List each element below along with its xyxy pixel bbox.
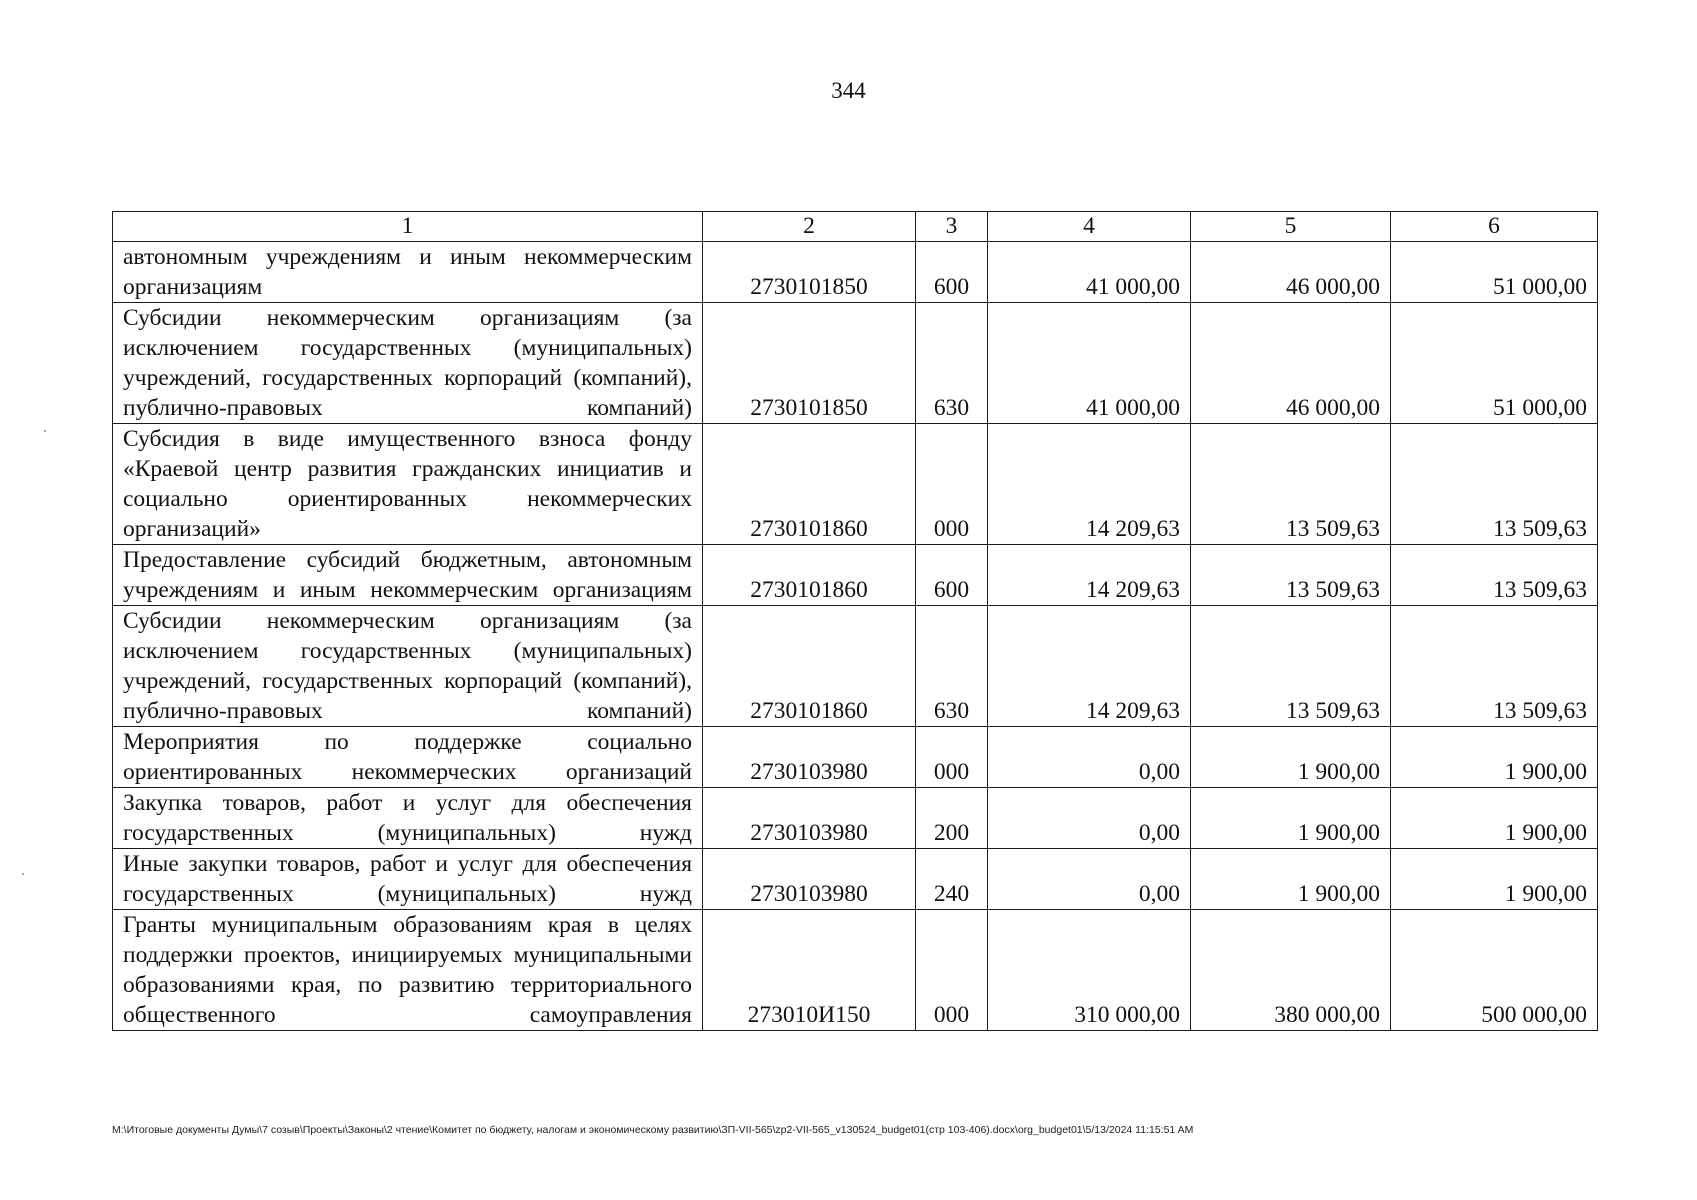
amount-col4: 0,00 (988, 727, 1191, 788)
row-description: автономным учреждениям и иным некоммерческим организациям (113, 242, 703, 303)
scan-speck (22, 873, 24, 875)
expense-type-code: 600 (916, 545, 988, 606)
amount-col6: 1 900,00 (1391, 727, 1598, 788)
row-description: Субсидия в виде имущественного взноса фонду «Краевой центр развития гражданских инициатив и социально ориентированных некоммерческих организаций» (113, 424, 703, 545)
table-row (113, 545, 1598, 606)
amount-col4: 41 000,00 (988, 303, 1191, 424)
amount-col5: 380 000,00 (1191, 910, 1391, 1031)
row-description: Мероприятия по поддержке социально ориентированных некоммерческих организаций (113, 727, 703, 788)
row-description: Субсидии некоммерческим организациям (за исключением государственных (муниципальных) учреждений, государственных корпораций (компаний), публично-правовых компаний) (113, 303, 703, 424)
column-header: 3 (916, 212, 988, 242)
amount-col5: 1 900,00 (1191, 788, 1391, 849)
amount-col4: 0,00 (988, 849, 1191, 910)
amount-col5: 13 509,63 (1191, 545, 1391, 606)
amount-col5: 1 900,00 (1191, 849, 1391, 910)
expense-type-code: 240 (916, 849, 988, 910)
scan-speck (44, 430, 46, 432)
amount-col4: 14 209,63 (988, 545, 1191, 606)
table-row (113, 727, 1598, 788)
table-row (113, 303, 1598, 424)
row-description: Иные закупки товаров, работ и услуг для обеспечения государственных (муниципальных) нужд (113, 849, 703, 910)
table-row (113, 424, 1598, 545)
expense-type-code: 000 (916, 424, 988, 545)
column-header: 5 (1191, 212, 1391, 242)
amount-col6: 1 900,00 (1391, 849, 1598, 910)
amount-col4: 0,00 (988, 788, 1191, 849)
target-article-code: 273010И150 (703, 910, 916, 1031)
amount-col5: 13 509,63 (1191, 606, 1391, 727)
target-article-code: 2730101860 (703, 545, 916, 606)
amount-col6: 51 000,00 (1391, 242, 1598, 303)
expense-type-code: 000 (916, 910, 988, 1031)
table-row (113, 242, 1598, 303)
row-description: Закупка товаров, работ и услуг для обеспечения государственных (муниципальных) нужд (113, 788, 703, 849)
target-article-code: 2730101860 (703, 424, 916, 545)
expense-type-code: 200 (916, 788, 988, 849)
budget-table (112, 211, 1598, 1031)
amount-col6: 13 509,63 (1391, 424, 1598, 545)
table-row (113, 849, 1598, 910)
target-article-code: 2730103980 (703, 788, 916, 849)
target-article-code: 2730101850 (703, 242, 916, 303)
amount-col5: 1 900,00 (1191, 727, 1391, 788)
page-number: 344 (831, 78, 866, 103)
amount-col6: 51 000,00 (1391, 303, 1598, 424)
amount-col5: 13 509,63 (1191, 424, 1391, 545)
expense-type-code: 630 (916, 606, 988, 727)
amount-col4: 14 209,63 (988, 424, 1191, 545)
amount-col4: 41 000,00 (988, 242, 1191, 303)
target-article-code: 2730101850 (703, 303, 916, 424)
expense-type-code: 000 (916, 727, 988, 788)
row-description: Гранты муниципальным образованиям края в целях поддержки проектов, инициируемых муниципальными образованиями края, по развитию территориального общественного самоуправления (113, 910, 703, 1031)
expense-type-code: 600 (916, 242, 988, 303)
target-article-code: 2730103980 (703, 849, 916, 910)
column-header: 1 (113, 212, 703, 242)
target-article-code: 2730101860 (703, 606, 916, 727)
expense-type-code: 630 (916, 303, 988, 424)
amount-col5: 46 000,00 (1191, 242, 1391, 303)
amount-col4: 14 209,63 (988, 606, 1191, 727)
row-description: Предоставление субсидий бюджетным, автономным учреждениям и иным некоммерческим организациям (113, 545, 703, 606)
table-row (113, 788, 1598, 849)
column-header: 4 (988, 212, 1191, 242)
table-row (113, 606, 1598, 727)
column-header: 2 (703, 212, 916, 242)
footer-file-path: M:\Итоговые документы Думы\7 созыв\Проекты\Законы\2 чтение\Комитет по бюджету, налогам и экономическому развитию\ЗП-VII-565\zp2-VII-565_v130524_budget01(стр 103-406).docx\org_budget01\5/13/2024 11:15:51 AM (112, 1124, 1194, 1136)
amount-col5: 46 000,00 (1191, 303, 1391, 424)
target-article-code: 2730103980 (703, 727, 916, 788)
column-header: 6 (1391, 212, 1598, 242)
amount-col6: 13 509,63 (1391, 606, 1598, 727)
amount-col6: 13 509,63 (1391, 545, 1598, 606)
table-header-row (113, 212, 1598, 242)
row-description: Субсидии некоммерческим организациям (за исключением государственных (муниципальных) учреждений, государственных корпораций (компаний), публично-правовых компаний) (113, 606, 703, 727)
amount-col6: 1 900,00 (1391, 788, 1598, 849)
table-row (113, 910, 1598, 1031)
amount-col4: 310 000,00 (988, 910, 1191, 1031)
amount-col6: 500 000,00 (1391, 910, 1598, 1031)
